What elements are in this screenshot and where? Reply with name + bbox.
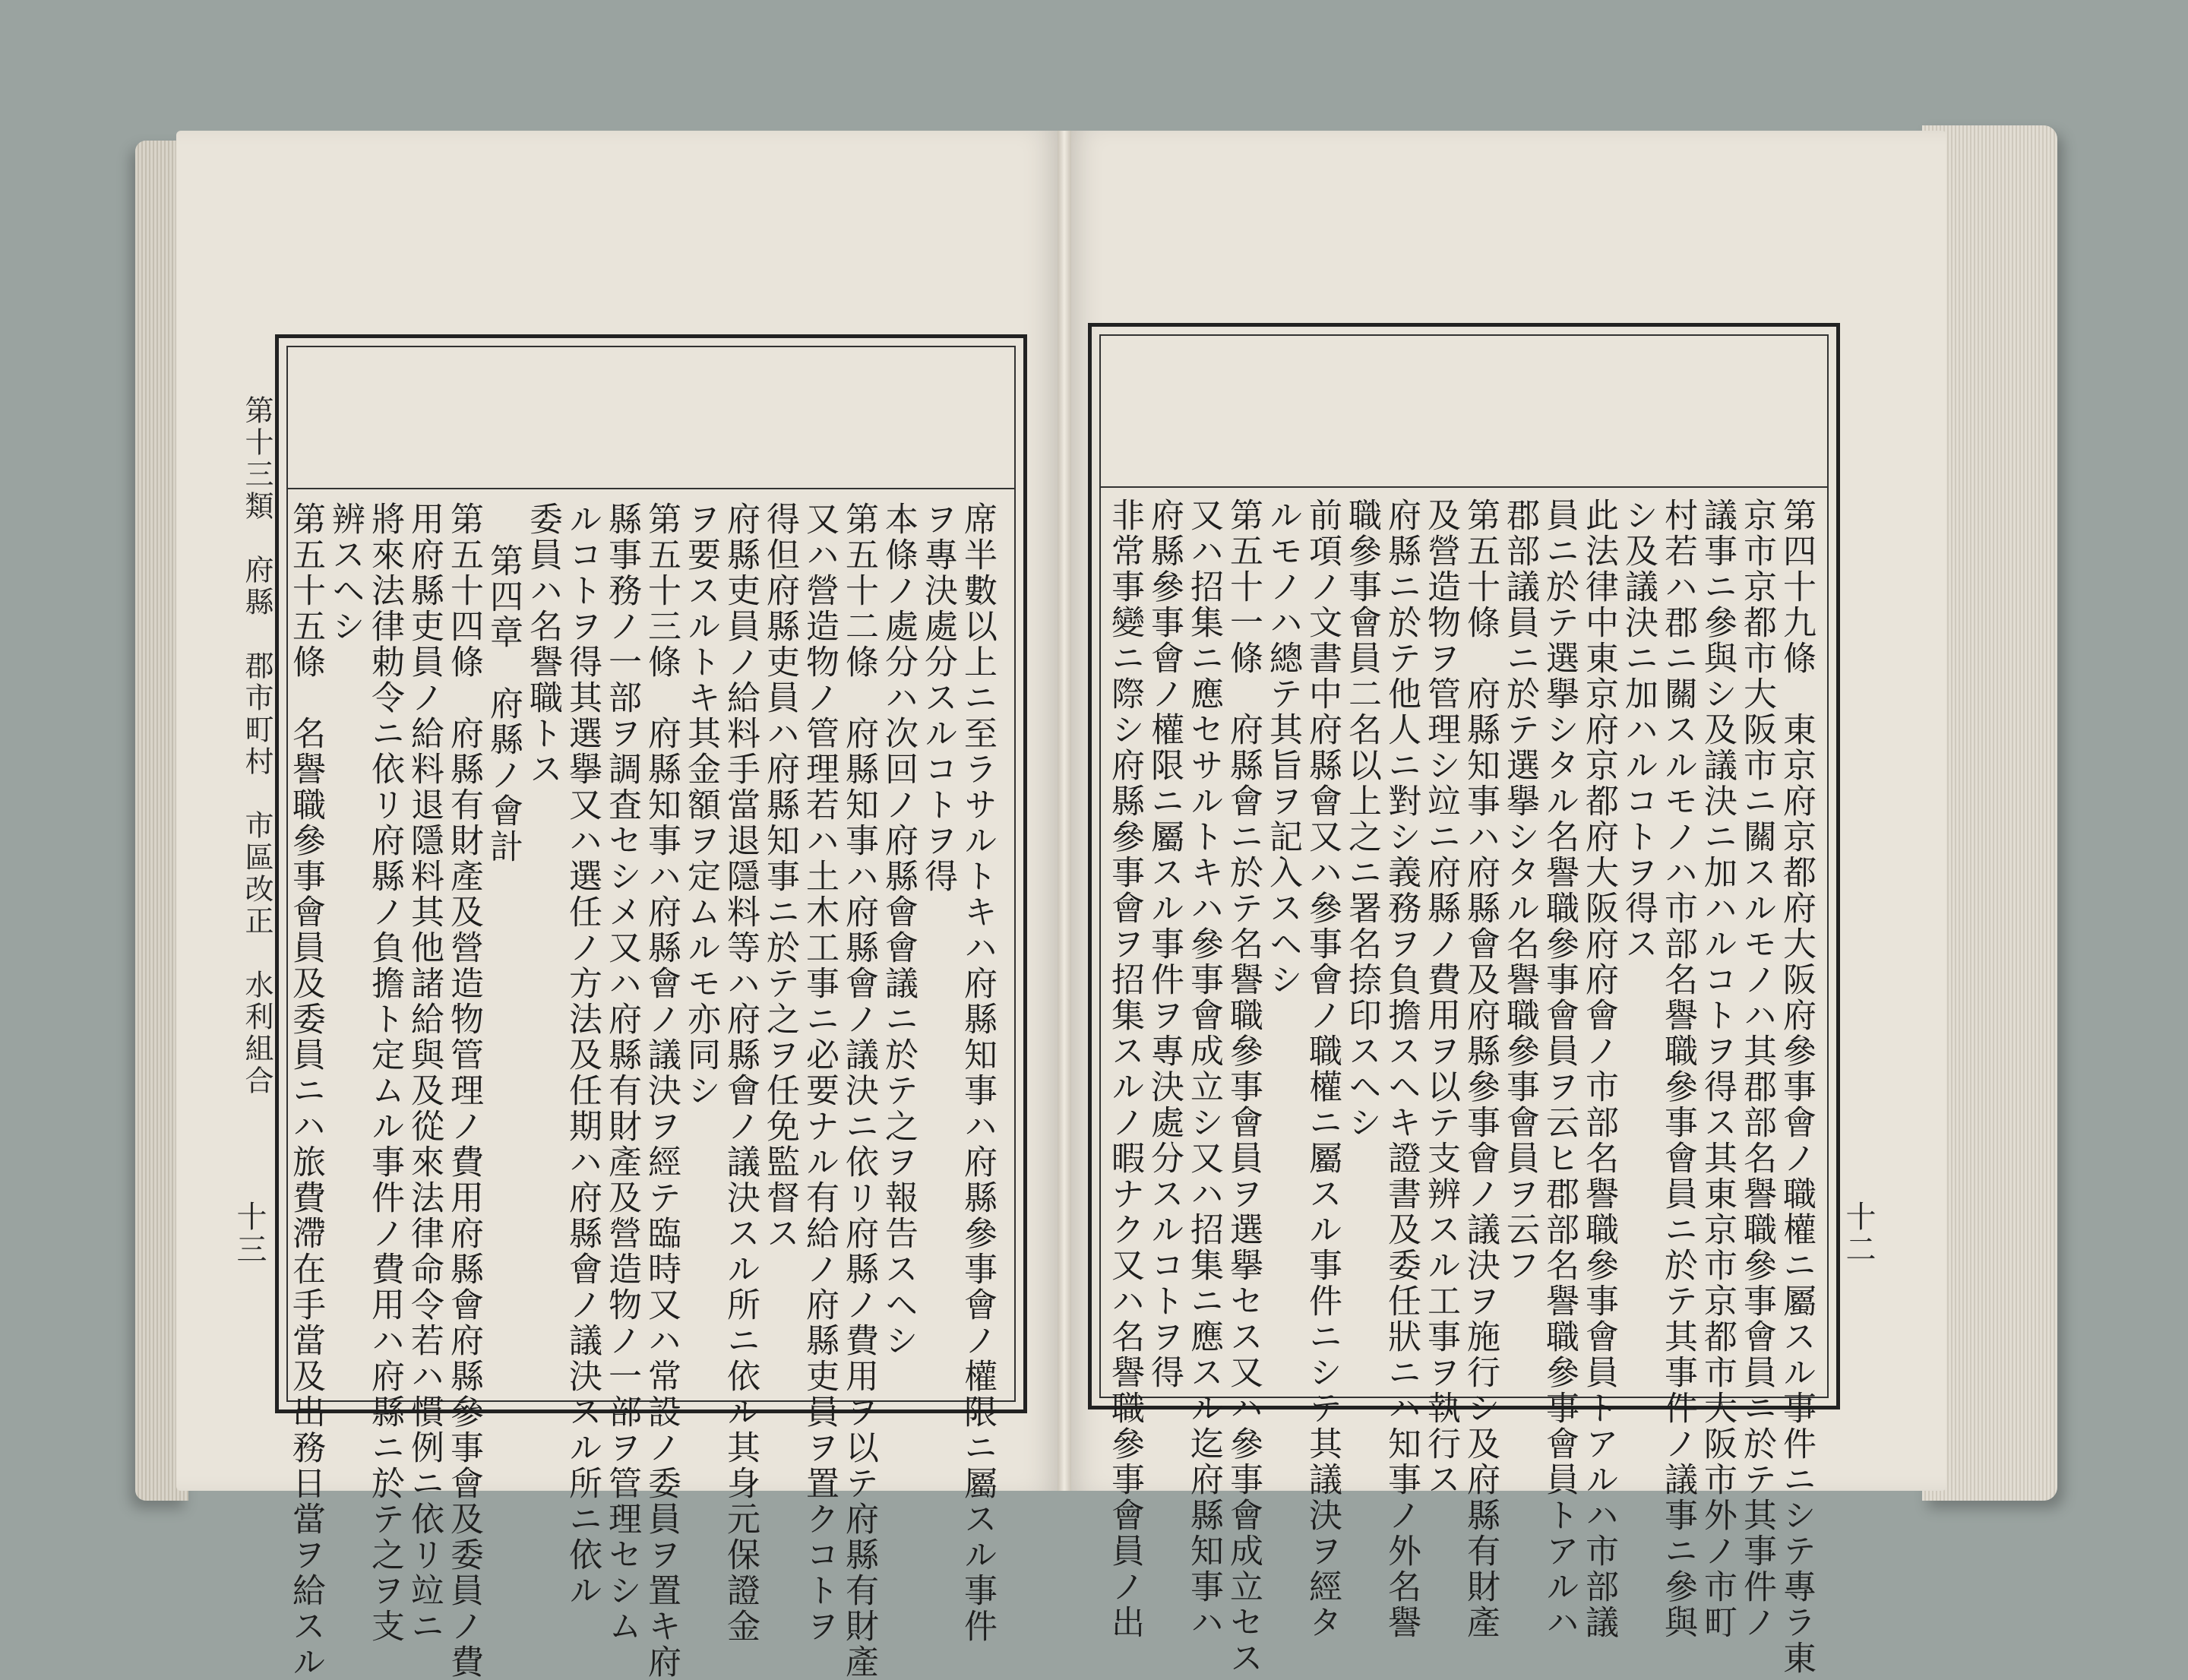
left-line-6: 得但府縣吏員ハ府縣知事ニ於テ之ヲ任免監督ス — [760, 501, 799, 1251]
left-line-4: 第五十二條 府縣知事ハ府縣會ノ議決ニ依リ府縣ノ費用ヲ以テ府縣有財產 — [839, 501, 878, 1680]
left-line-7: 府縣吏員ノ給料手當退隱料等ハ府縣會ノ議決スル所ニ依ル其身元保證金 — [721, 501, 760, 1644]
right-line-2: 京市京都市大阪市ニ關スルモノハ其郡部名譽職參事會員ニ於テ其事件ノ — [1737, 498, 1776, 1640]
left-line-16: 將來法律勅令ニ依リ府縣ノ負擔ト定ムル事件ノ費用ハ府縣ニ於テ之ヲ支 — [365, 501, 404, 1644]
left-page-number: 十三 — [232, 1201, 267, 1266]
right-line-10: 及營造物ヲ管理シ竝ニ府縣ノ費用ヲ以テ支辨スル工事ヲ執行ス — [1421, 498, 1460, 1498]
left-line-10: 縣事務ノ一部ヲ調査セシメ又ハ府縣有財產及營造物ノ一部ヲ管理セシム — [602, 501, 641, 1644]
right-line-7: 員ニ於テ選擧シタル名譽職參事會員ヲ云ヒ郡部名譽職參事會員トアルハ — [1540, 498, 1579, 1640]
right-frame-divider — [1099, 486, 1829, 488]
right-line-6: 此法律中東京府京都府大阪府府會ノ市部名譽職參事會員トアルハ市部議 — [1579, 498, 1618, 1640]
left-line-8: ヲ要スルトキ其金額ヲ定ムルモ亦同シ — [681, 501, 720, 1109]
right-line-18: 非常事變ニ際シ府縣參事會ヲ招集スルノ暇ナク又ハ名譽職參事會員ノ出 — [1105, 498, 1144, 1640]
left-line-13-chapter: 第四章 府縣ノ會計 — [484, 543, 523, 865]
left-line-3: 本條ノ處分ハ次回ノ府縣會會議ニ於テ之ヲ報告スヘシ — [879, 501, 918, 1359]
right-line-8: 郡部議員ニ於テ選擧シタル名譽職參事會員ヲ云フ — [1500, 498, 1539, 1283]
right-line-9: 第五十條 府縣知事ハ府縣會及府縣參事會ノ議決ヲ施行シ及府縣有財產 — [1461, 498, 1500, 1640]
right-line-4: 村若ハ郡ニ關スルモノハ市部名譽職參事會員ニ於テ其事件ノ議事ニ參與 — [1658, 498, 1697, 1640]
left-line-18: 第五十五條 名譽職參事會員及委員ニハ旅費滯在手當及出務日當ヲ給スル — [286, 501, 325, 1680]
right-line-14: ルモノハ總テ其旨ヲ記入スヘシ — [1263, 498, 1302, 998]
right-line-16: 又ハ招集ニ應セサルトキハ參事會成立シ又ハ招集ニ應スル迄府縣知事ハ — [1184, 498, 1223, 1640]
right-line-12: 職參事會員二名以上之ニ署名捺印スヘシ — [1342, 498, 1381, 1141]
left-line-2: ヲ專決處分スルコトヲ得 — [919, 501, 957, 894]
right-line-15: 第五十一條 府縣會ニ於テ名譽職參事會員ヲ選擧セス又ハ參事會成立セス — [1224, 498, 1263, 1676]
right-line-17: 府縣參事會ノ權限ニ屬スル事件ヲ專決處分スルコトヲ得 — [1145, 498, 1184, 1391]
right-line-1: 第四十九條 東京府京都府大阪府參事會ノ職權ニ屬スル事件ニシテ專ラ東 — [1777, 498, 1816, 1676]
left-line-1: 席半數以上ニ至ラサルトキハ府縣知事ハ府縣參事會ノ權限ニ屬スル事件 — [958, 501, 997, 1644]
left-line-15: 用府縣吏員ノ給料退隱料其他諸給與及從來法律命令若ハ慣例ニ依リ竝ニ — [405, 501, 444, 1644]
left-line-12: 委員ハ名譽職トス — [523, 501, 562, 787]
right-line-13: 前項ノ文書中府縣會又ハ參事會ノ職權ニ屬スル事件ニシテ其議決ヲ經タ — [1303, 498, 1342, 1640]
right-page-number: 十二 — [1841, 1201, 1876, 1266]
running-header: 第十三類 府縣 郡市町村 市區改正 水利組合 — [240, 395, 274, 1097]
left-line-17: 辨スヘシ — [326, 501, 365, 644]
book-gutter — [1058, 131, 1071, 1491]
left-frame-divider — [286, 488, 1016, 489]
left-line-14: 第五十四條 府縣有財產及營造物管理ノ費用府縣會府縣參事會及委員ノ費 — [444, 501, 483, 1680]
left-line-9: 第五十三條 府縣知事ハ府縣會ノ議決ヲ經テ臨時又ハ常設ノ委員ヲ置キ府 — [642, 501, 681, 1680]
right-line-11: 府縣ニ於テ他人ニ對シ義務ヲ負擔スヘキ證書及委任狀ニハ知事ノ外名譽 — [1382, 498, 1421, 1640]
left-line-5: 又ハ營造物ノ管理若ハ土木工事ニ必要ナル有給ノ府縣吏員ヲ置クコトヲ — [800, 501, 839, 1644]
right-line-5: シ及議決ニ加ハルコトヲ得ス — [1619, 498, 1658, 962]
right-line-3: 議事ニ參與シ及議決ニ加ハルコトヲ得ス其東京市京都市大阪市外ノ市町 — [1698, 498, 1737, 1640]
left-line-11: ルコトヲ得其選擧又ハ選任ノ方法及任期ハ府縣會ノ議決スル所ニ依ル — [563, 501, 602, 1609]
